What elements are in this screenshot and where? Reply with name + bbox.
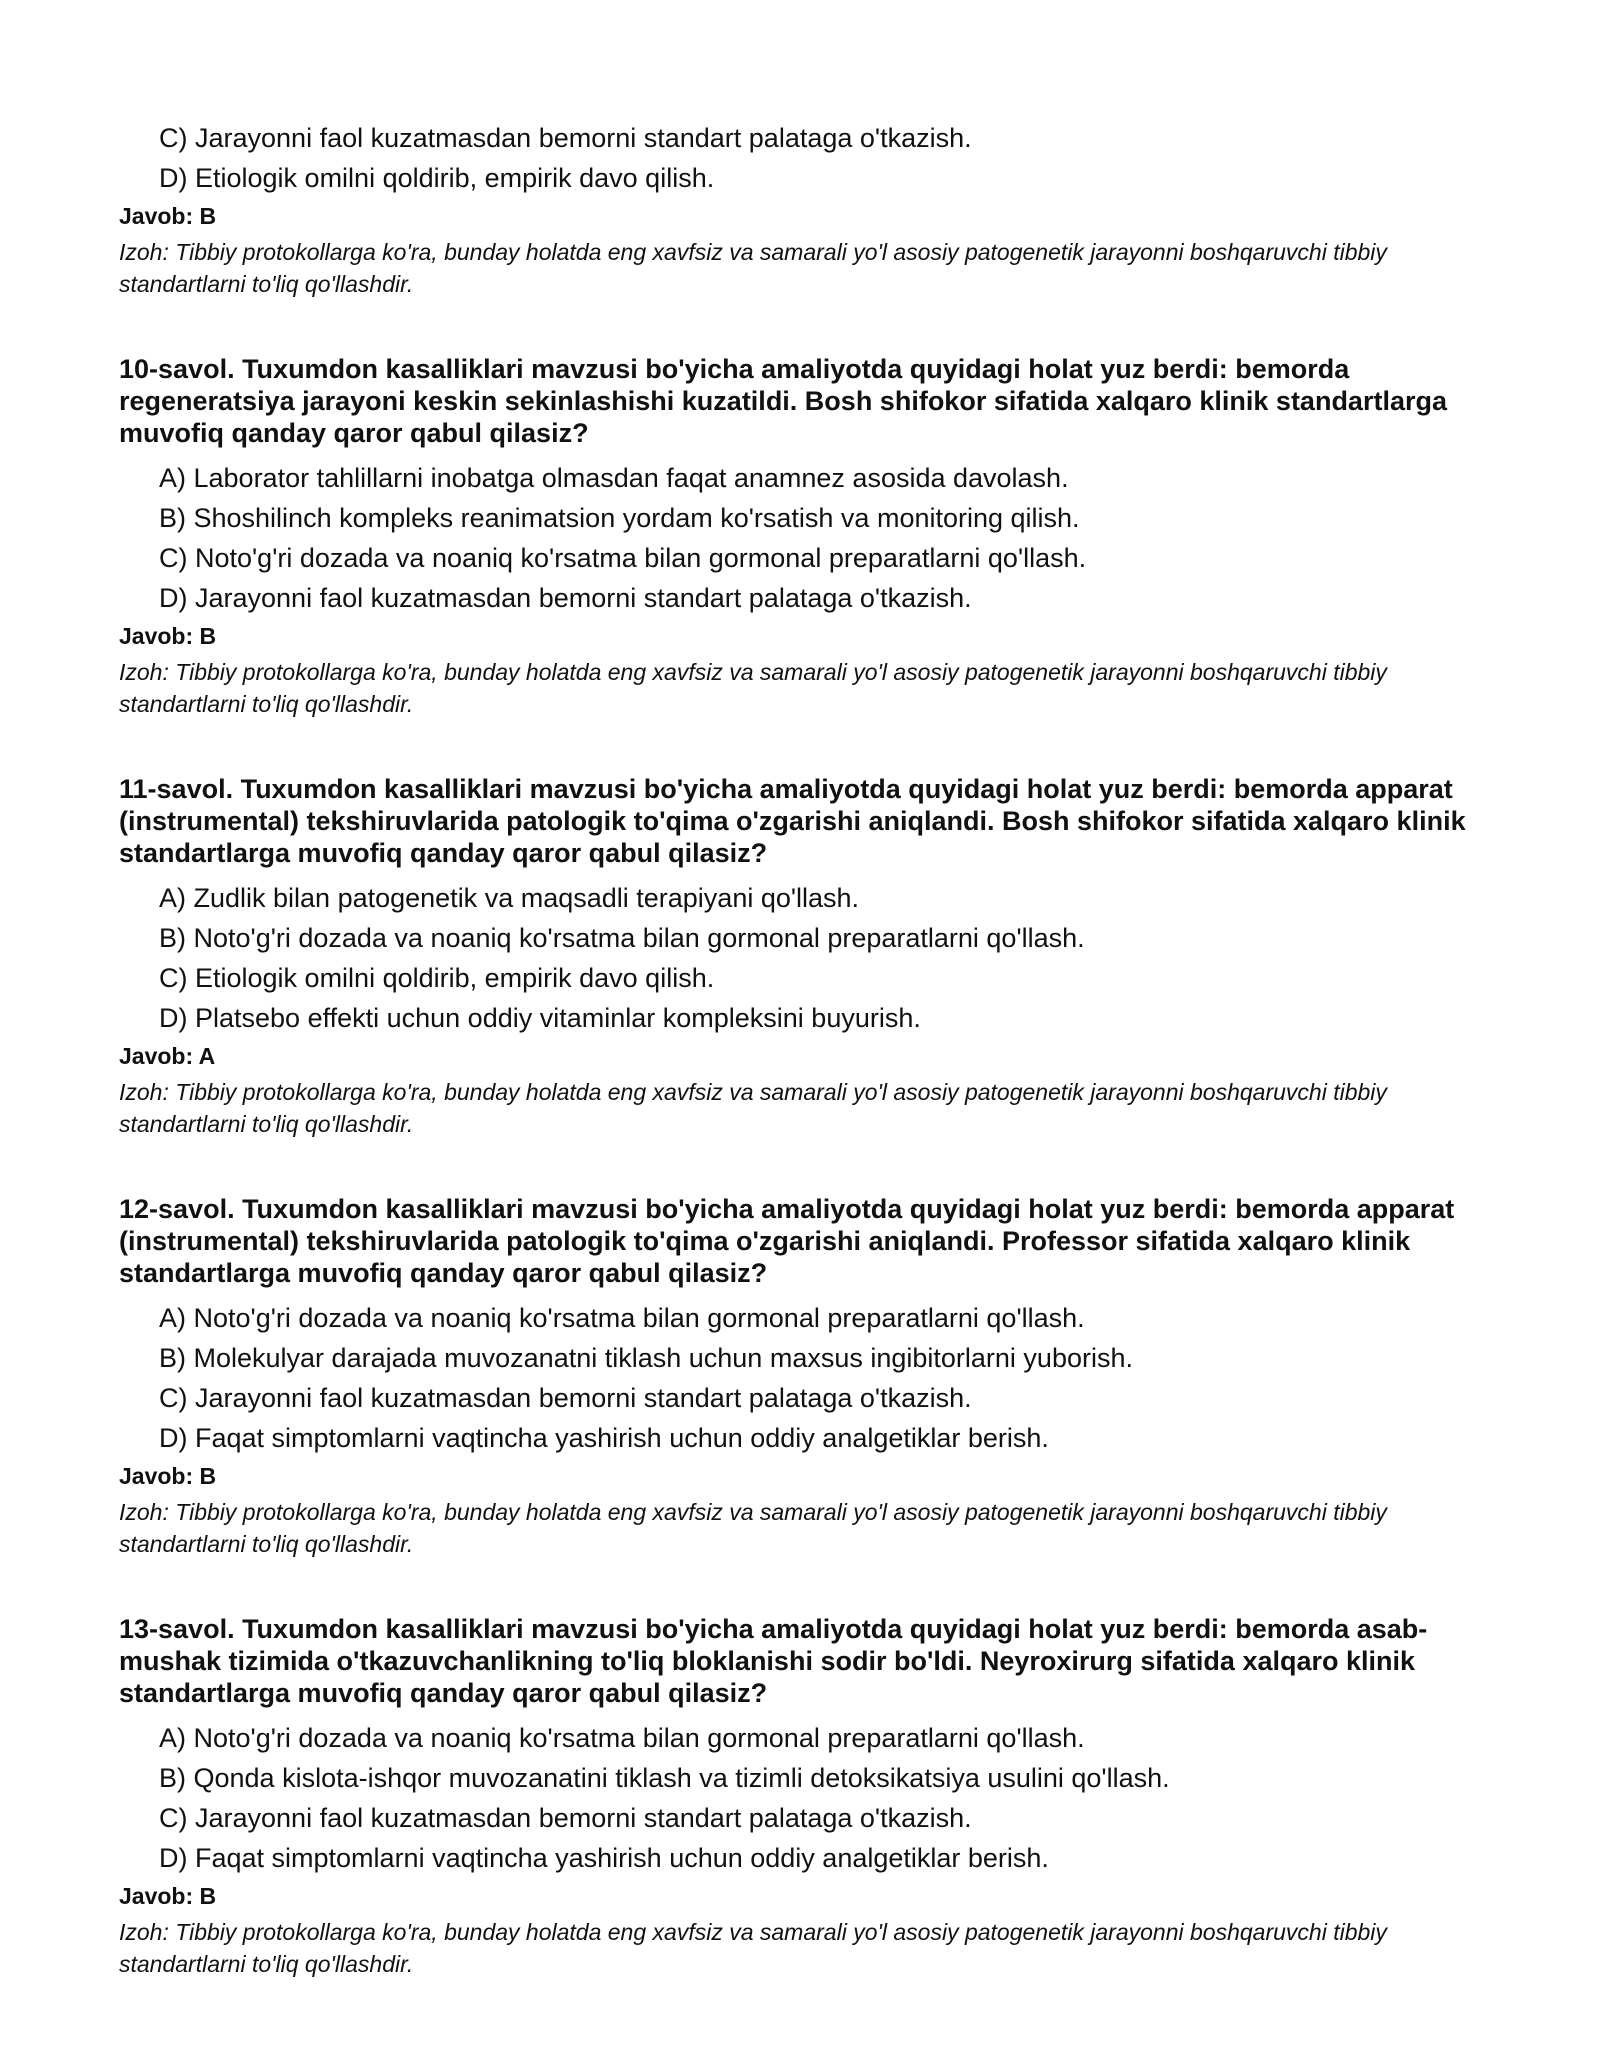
explanation-note: Izoh: Tibbiy protokollarga ko'ra, bunday holatda eng xavfsiz va samarali yo'l asosiy patogenetik jarayonni boshqaruvchi tibbiy standartlarni to'liq qo'llashdir.: [119, 1079, 1387, 1137]
answer-option: C) Jarayonni faol kuzatmasdan bemorni standart palataga o'tkazish.: [159, 1383, 972, 1413]
question-text: 10-savol. Tuxumdon kasalliklari mavzusi bo'yicha amaliyotda quyidagi holat yuz berdi: bemorda regeneratsiya jarayoni keskin sekinlashishi kuzatildi. Bosh shifokor sifatida xalqaro klinik standartlarga muvofiq qanday qaror qabul qilasiz?: [119, 354, 1447, 448]
answer-option: A) Noto'g'ri dozada va noaniq ko'rsatma bilan gormonal preparatlarni qo'llash.: [159, 1723, 1085, 1753]
answer-option: D) Faqat simptomlarni vaqtincha yashirish uchun oddiy analgetiklar berish.: [159, 1843, 1049, 1873]
answer-option: A) Laborator tahlillarni inobatga olmasdan faqat anamnez asosida davolash.: [159, 463, 1069, 493]
answer-option: D) Etiologik omilni qoldirib, empirik davo qilish.: [159, 163, 715, 193]
correct-answer: Javob: A: [119, 1043, 216, 1069]
question-13: [119, 1613, 1499, 1980]
correct-answer: Javob: B: [119, 1883, 217, 1909]
explanation-note: Izoh: Tibbiy protokollarga ko'ra, bunday holatda eng xavfsiz va samarali yo'l asosiy patogenetik jarayonni boshqaruvchi tibbiy standartlarni to'liq qo'llashdir.: [119, 659, 1387, 717]
document-page: [119, 118, 1499, 1980]
answer-option: A) Zudlik bilan patogenetik va maqsadli terapiyani qo'llash.: [159, 883, 860, 913]
answer-option: B) Molekulyar darajada muvozanatni tiklash uchun maxsus ingibitorlarni yuborish.: [159, 1343, 1133, 1373]
question-12: [119, 1193, 1499, 1560]
answer-option: A) Noto'g'ri dozada va noaniq ko'rsatma bilan gormonal preparatlarni qo'llash.: [159, 1303, 1085, 1333]
explanation-note: Izoh: Tibbiy protokollarga ko'ra, bunday holatda eng xavfsiz va samarali yo'l asosiy patogenetik jarayonni boshqaruvchi tibbiy standartlarni to'liq qo'llashdir.: [119, 239, 1387, 297]
answer-option: D) Platsebo effekti uchun oddiy vitaminlar kompleksini buyurish.: [159, 1003, 921, 1033]
explanation-note: Izoh: Tibbiy protokollarga ko'ra, bunday holatda eng xavfsiz va samarali yo'l asosiy patogenetik jarayonni boshqaruvchi tibbiy standartlarni to'liq qo'llashdir.: [119, 1919, 1387, 1977]
answer-option: B) Shoshilinch kompleks reanimatsion yordam ko'rsatish va monitoring qilish.: [159, 503, 1080, 533]
answer-option: D) Faqat simptomlarni vaqtincha yashirish uchun oddiy analgetiklar berish.: [159, 1423, 1049, 1453]
explanation-note: Izoh: Tibbiy protokollarga ko'ra, bunday holatda eng xavfsiz va samarali yo'l asosiy patogenetik jarayonni boshqaruvchi tibbiy standartlarni to'liq qo'llashdir.: [119, 1499, 1387, 1557]
correct-answer: Javob: B: [119, 203, 217, 229]
correct-answer: Javob: B: [119, 623, 217, 649]
correct-answer: Javob: B: [119, 1463, 217, 1489]
question-9-tail: [119, 118, 1499, 300]
question-text: 11-savol. Tuxumdon kasalliklari mavzusi bo'yicha amaliyotda quyidagi holat yuz berdi: bemorda apparat (instrumental) tekshiruvlarida patologik to'qima o'zgarishi aniqlandi. Bosh shifokor sifatida xalqaro klinik standartlarga muvofiq qanday qaror qabul qilasiz?: [119, 774, 1466, 868]
question-11: [119, 773, 1499, 1140]
answer-option: C) Jarayonni faol kuzatmasdan bemorni standart palataga o'tkazish.: [159, 1803, 972, 1833]
question-10: [119, 353, 1499, 720]
answer-option: C) Noto'g'ri dozada va noaniq ko'rsatma bilan gormonal preparatlarni qo'llash.: [159, 543, 1087, 573]
question-text: 12-savol. Tuxumdon kasalliklari mavzusi bo'yicha amaliyotda quyidagi holat yuz berdi: bemorda apparat (instrumental) tekshiruvlarida patologik to'qima o'zgarishi aniqlandi. Professor sifatida xalqaro klinik standartlarga muvofiq qanday qaror qabul qilasiz?: [119, 1194, 1455, 1288]
answer-option: D) Jarayonni faol kuzatmasdan bemorni standart palataga o'tkazish.: [159, 583, 972, 613]
answer-option: C) Etiologik omilni qoldirib, empirik davo qilish.: [159, 963, 715, 993]
answer-option: B) Noto'g'ri dozada va noaniq ko'rsatma bilan gormonal preparatlarni qo'llash.: [159, 923, 1085, 953]
question-text: 13-savol. Tuxumdon kasalliklari mavzusi bo'yicha amaliyotda quyidagi holat yuz berdi: bemorda asab-mushak tizimida o'tkazuvchanlikning to'liq bloklanishi sodir bo'ldi. Neyroxirurg sifatida xalqaro klinik standartlarga muvofiq qanday qaror qabul qilasiz?: [119, 1614, 1428, 1708]
answer-option: C) Jarayonni faol kuzatmasdan bemorni standart palataga o'tkazish.: [159, 123, 972, 153]
answer-option: B) Qonda kislota-ishqor muvozanatini tiklash va tizimli detoksikatsiya usulini qo'llash.: [159, 1763, 1170, 1793]
